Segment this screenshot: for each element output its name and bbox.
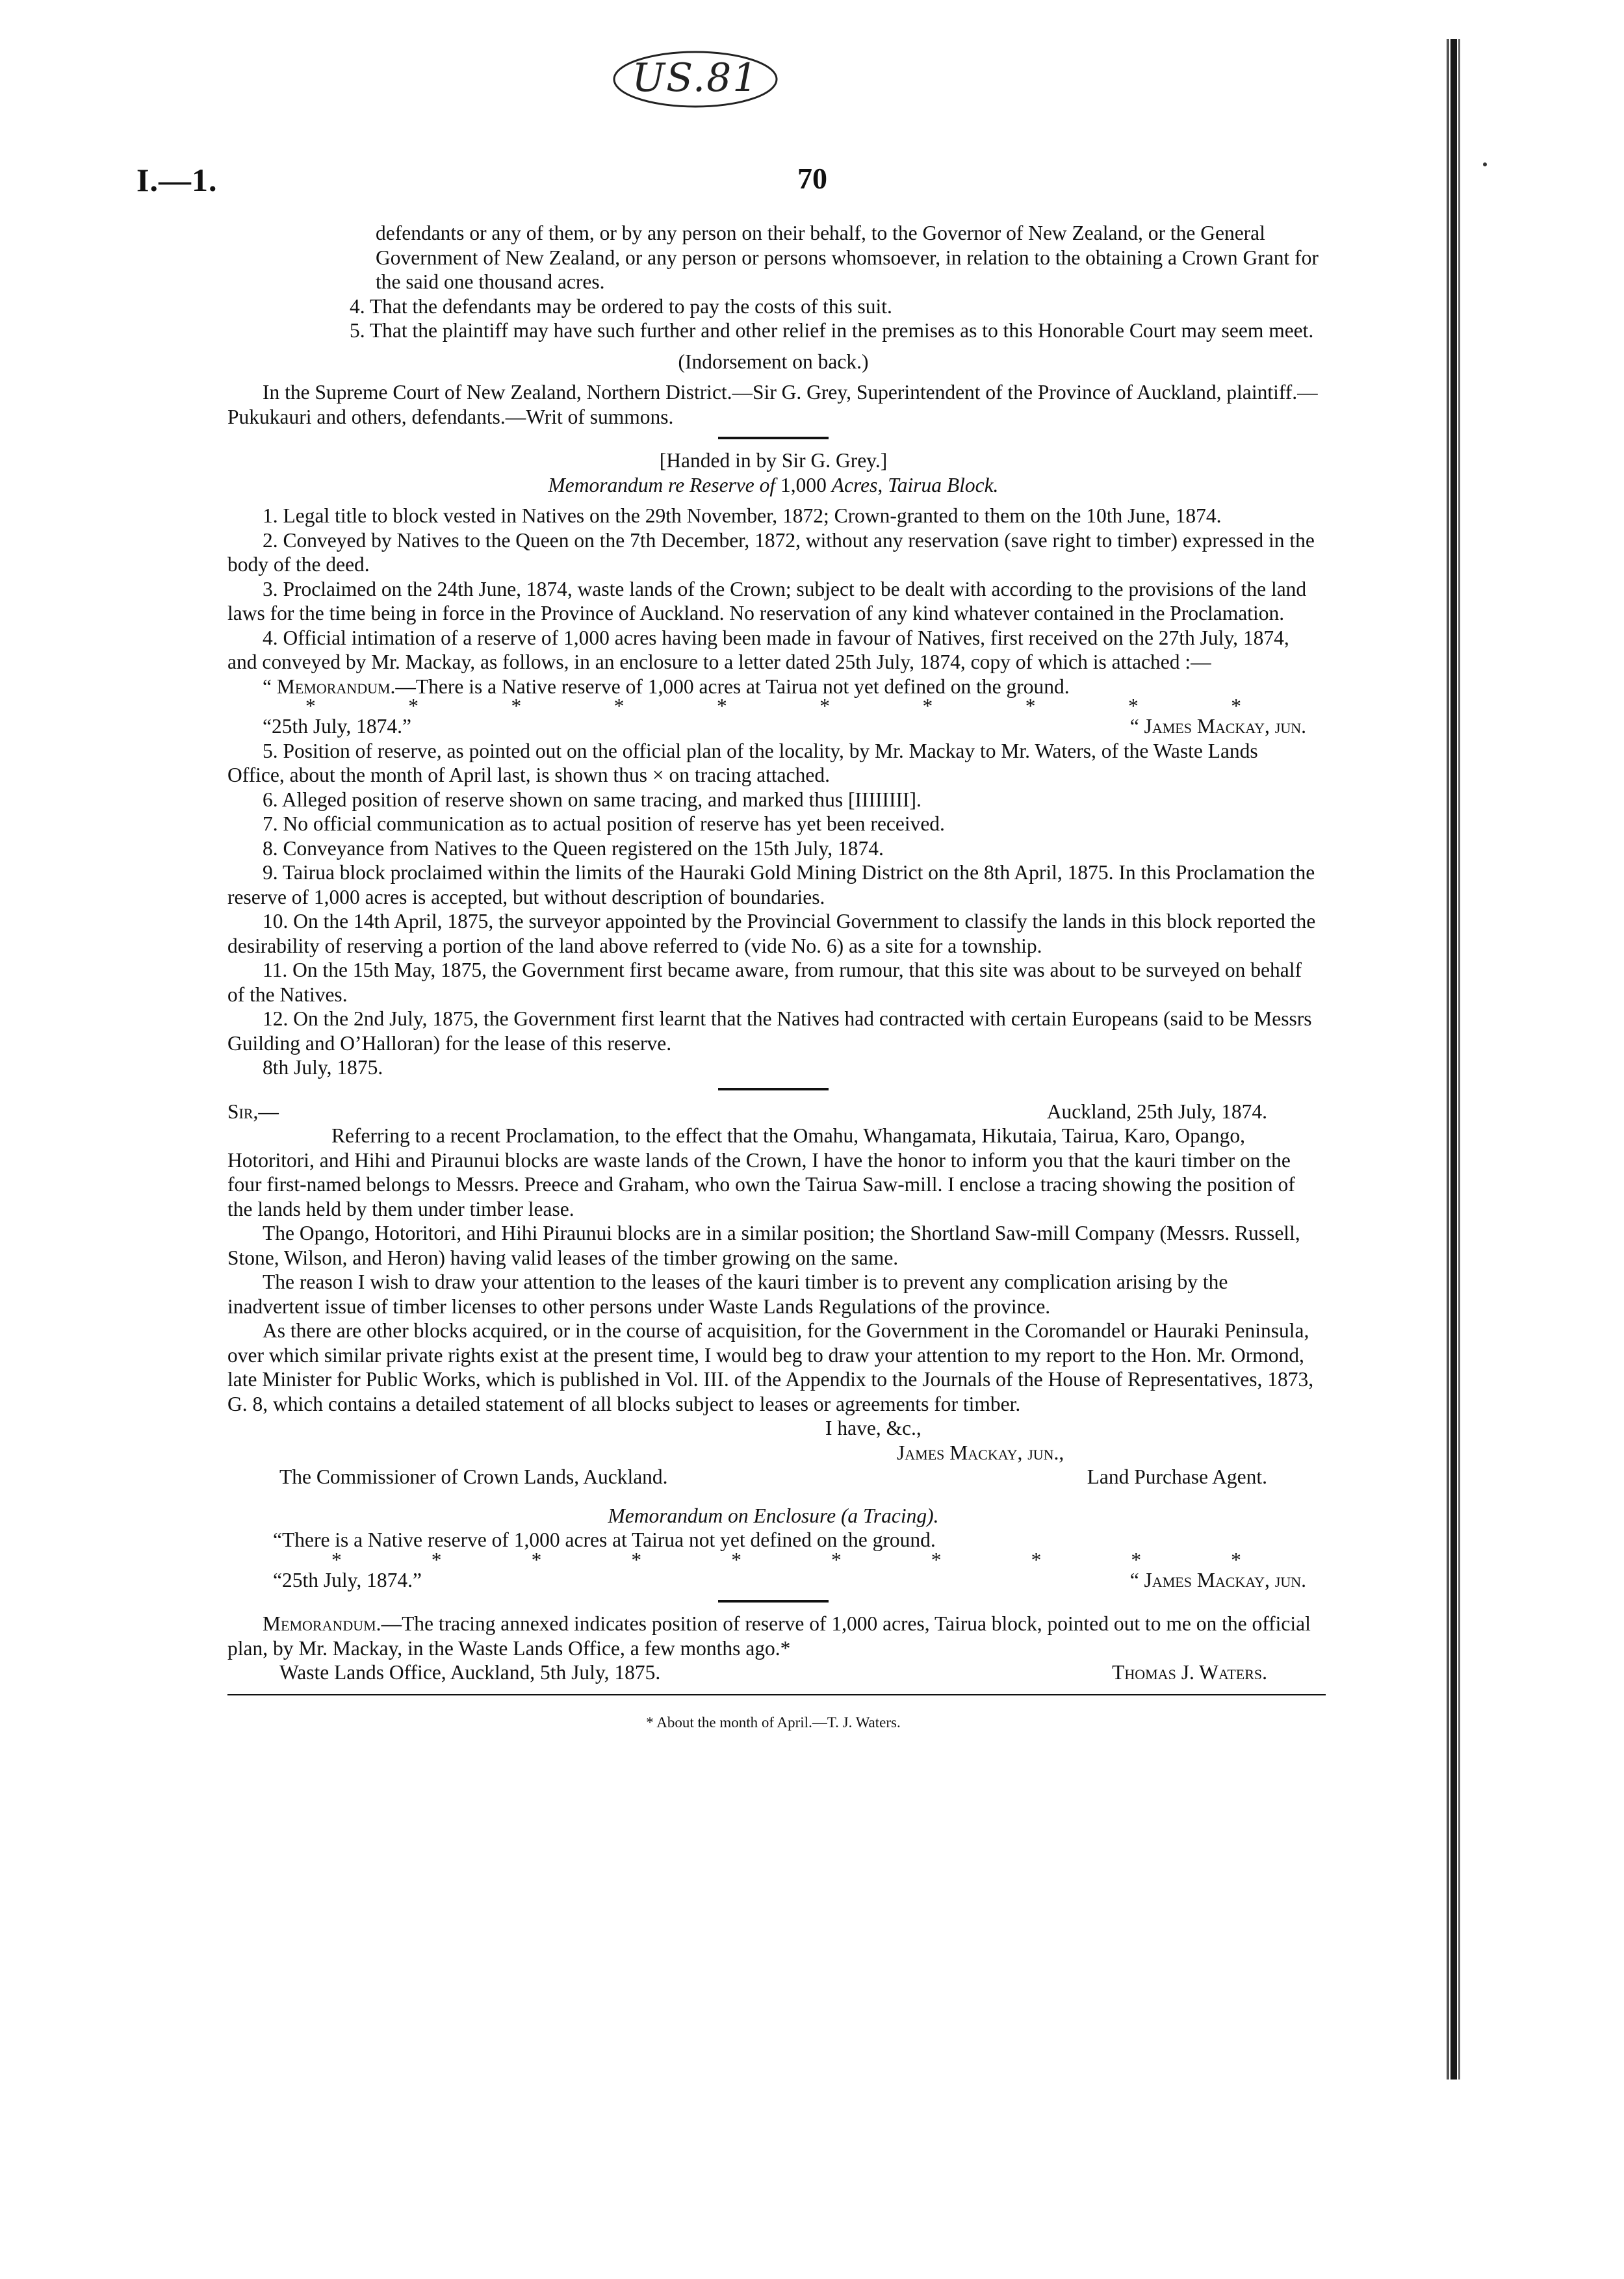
document-code: I.—1. [136, 162, 218, 198]
handwritten-annotation [604, 39, 786, 117]
memo-item-8: 8. Conveyance from Natives to the Queen registered on the 15th July, 1874. [263, 836, 884, 860]
memo-date: 8th July, 1875. [263, 1056, 383, 1079]
memo-item-6: 6. Alleged position of reserve shown on same tracing, and marked thus [IIIIIIII]. [263, 788, 922, 811]
memo-title-suffix: Acres, Tairua Block. [831, 473, 999, 496]
final-memorandum [227, 1612, 1319, 1660]
memo-item-7: 7. No official communication as to actual position of reserve has yet been received. [263, 812, 945, 835]
memo-item-1: 1. Legal title to block vested in Natives on the 29th November, 1872; Crown-granted to them on the 10th June, 1874. [263, 504, 1222, 527]
enclosure-signature: “ James Mackay, jun. [1129, 1568, 1306, 1591]
letter-place-date: Auckland, 25th July, 1874. [1046, 1100, 1267, 1123]
quoted-memo-text: —There is a Native reserve of 1,000 acres at Tairua not yet defined on the ground. [395, 675, 1070, 698]
letter-signer-title: Land Purchase Agent. [1087, 1465, 1267, 1488]
memo-title-prefix: Memorandum re Reserve of [548, 473, 776, 496]
enclosure-title [227, 1504, 1319, 1528]
memo-item-5: 5. Position of reserve, as pointed out on the official plan of the locality, by Mr. Mackay to Mr. Waters, of the Waste Lands Office, about the month of April last, is shown thus × on tracing attached. [227, 739, 1258, 786]
final-memo-text: —The tracing annexed indicates position of reserve of 1,000 acres, Tairua block, pointed out to me on the official plan, by Mr. Mackay, in the Waste Lands Office, a few months ago.* [227, 1612, 1311, 1660]
memo-item-4: 4. Official intimation of a reserve of 1,000 acres having been made in favour of Natives, first received on the 27th July, 1874, and conveyed by Mr. Mackay, as follows, in an enclosure to a letter dated 25th July, 1874, copy of which is attached :— [227, 626, 1289, 673]
letter-salutation: Sir,— [227, 1100, 279, 1123]
quoted-memo-date: “25th July, 1874.” [263, 715, 411, 738]
letter-paragraph-3: The reason I wish to draw your attention to the leases of the kauri timber is to prevent any complication arising by the inadvertent issue of timber licenses to other persons under Waste Lands Regulations of the province. [227, 1270, 1228, 1318]
final-memo-place-date: Waste Lands Office, Auckland, 5th July, 1875. [279, 1661, 661, 1684]
section-rule [718, 1600, 829, 1603]
memo-title [227, 473, 1319, 498]
letter-paragraph-4: As there are other blocks acquired, or in the course of acquisition, for the Government in the Coromandel or Hauraki Peninsula, over which similar private rights exist at the present time, I would beg to draw your attention to my report to the Hon. Mr. Ormond, late Minister for Public Works, which is published in Vol. III. of the Appendix to the Journals of the House of Representatives, 1873, G. 8, which contains a detailed statement of all blocks subject to leases or agreements for timber. [227, 1319, 1314, 1415]
memo-item-3: 3. Proclaimed on the 24th June, 1874, waste lands of the Crown; subject to be dealt with according to the provisions of the land laws for the time being in force in the Province of Auckland. No reservation of any kind whatever contained in the Proclamation. [227, 577, 1307, 624]
footnote-rule [227, 1694, 1326, 1695]
indorsement-heading: (Indorsement on back.) [678, 350, 869, 373]
enclosure-quote: “There is a Native reserve of 1,000 acres at Tairua not yet defined on the ground. [273, 1528, 936, 1551]
quoted-memo-label: Memorandum. [276, 675, 396, 698]
memo-item-11: 11. On the 15th May, 1875, the Government first became aware, from rumour, that this site was about to be surveyed on behalf of the Natives. [227, 959, 1302, 1006]
section-rule [718, 1088, 829, 1090]
section-rule [718, 437, 829, 439]
clause-5: 5. That the plaintiff may have such further and other relief in the premises as to this Honorable Court may seem meet. [350, 319, 1314, 342]
memo-item-10: 10. On the 14th April, 1875, the surveyor appointed by the Provincial Government to classify the lands in this block reported the desirability of reserving a portion of the land above referred to (vide No. 6) as a site for a township. [227, 910, 1316, 957]
enclosure-title-sub: (a Tracing). [840, 1504, 939, 1527]
omission-stars: * * * * * * * * * * [331, 1548, 1241, 1571]
quoted-memo-signoff [227, 714, 1319, 739]
handwritten-note: US.81 [632, 55, 759, 101]
final-memo-signoff [227, 1660, 1319, 1685]
binding-edge [1443, 39, 1469, 2079]
letter-addressee: The Commissioner of Crown Lands, Auckland. [279, 1465, 668, 1488]
letter-heading [227, 1100, 1319, 1124]
letter-footer [227, 1465, 1319, 1489]
memo-title-number: 1,000 [780, 473, 827, 496]
letter-paragraph-2: The Opango, Hotoritori, and Hihi Piraunui blocks are in a similar position; the Shortland Saw-mill Company (Messrs. Russell, Stone, Wilson, and Heron) having valid leases of the timber growing on the same. [227, 1222, 1300, 1269]
quoted-memo-signature: “ James Mackay, jun. [1129, 715, 1306, 738]
speck [1483, 162, 1487, 166]
footnote: * About the month of April.—T. J. Waters. [646, 1714, 901, 1731]
letter-paragraph-1: Referring to a recent Proclamation, to the effect that the Omahu, Whangamata, Hikutaia, Tairua, Karo, Opango, Hotoritori, and Hihi and Piraunui blocks are waste lands of the Crown, I have the honor to inform you that the kauri timber on the four first-named belongs to Messrs. Preece and Graham, who own the Tairua Saw-mill. I enclose a tracing showing the position of the lands held by them under timber lease. [227, 1124, 1295, 1220]
quoted-memorandum: “ Memorandum.—There is a Native reserve of 1,000 acres at Tairua not yet defined on the ground. [263, 675, 1070, 698]
omission-stars: * * * * * * * * * * [305, 695, 1241, 717]
clause-4: 4. That the defendants may be ordered to pay the costs of this suit. [350, 294, 892, 318]
enclosure-title-main: Memorandum on Enclosure [608, 1504, 836, 1527]
final-memo-label: Memorandum. [263, 1612, 381, 1635]
handed-in-note: [Handed in by Sir G. Grey.] [659, 449, 888, 472]
enclosure-signoff [227, 1568, 1319, 1593]
page-number: 70 [797, 162, 827, 195]
memo-item-12: 12. On the 2nd July, 1875, the Government first learnt that the Natives had contracted with certain Europeans (said to be Messrs Guilding and O’Halloran) for the lease of this reserve. [227, 1007, 1312, 1055]
enclosure-date: “25th July, 1874.” [273, 1568, 422, 1591]
document-body [227, 221, 1319, 1749]
memo-item-2: 2. Conveyed by Natives to the Queen on the 7th December, 1872, without any reservation (save right to timber) expressed in the body of the deed. [227, 528, 1315, 576]
final-memo-signer: Thomas J. Waters. [1112, 1661, 1267, 1684]
letter-closing: I have, &c., [825, 1417, 922, 1439]
letter-signer: James Mackay, jun., [897, 1441, 1064, 1464]
continuation-clause: defendants or any of them, or by any person on their behalf, to the Governor of New Zealand, or the General Government of New Zealand, or any person or persons whomsoever, in relation to the obtaining a Crown Grant for the said one thousand acres. [376, 222, 1319, 293]
indorsement-text: In the Supreme Court of New Zealand, Northern District.—Sir G. Grey, Superintendent of the Province of Auckland, plaintiff.—Pukukauri and others, defendants.—Writ of summons. [227, 381, 1318, 428]
memo-item-9: 9. Tairua block proclaimed within the limits of the Hauraki Gold Mining District on the 8th April, 1875. In this Proclamation the reserve of 1,000 acres is accepted, but without description of boundaries. [227, 861, 1315, 908]
